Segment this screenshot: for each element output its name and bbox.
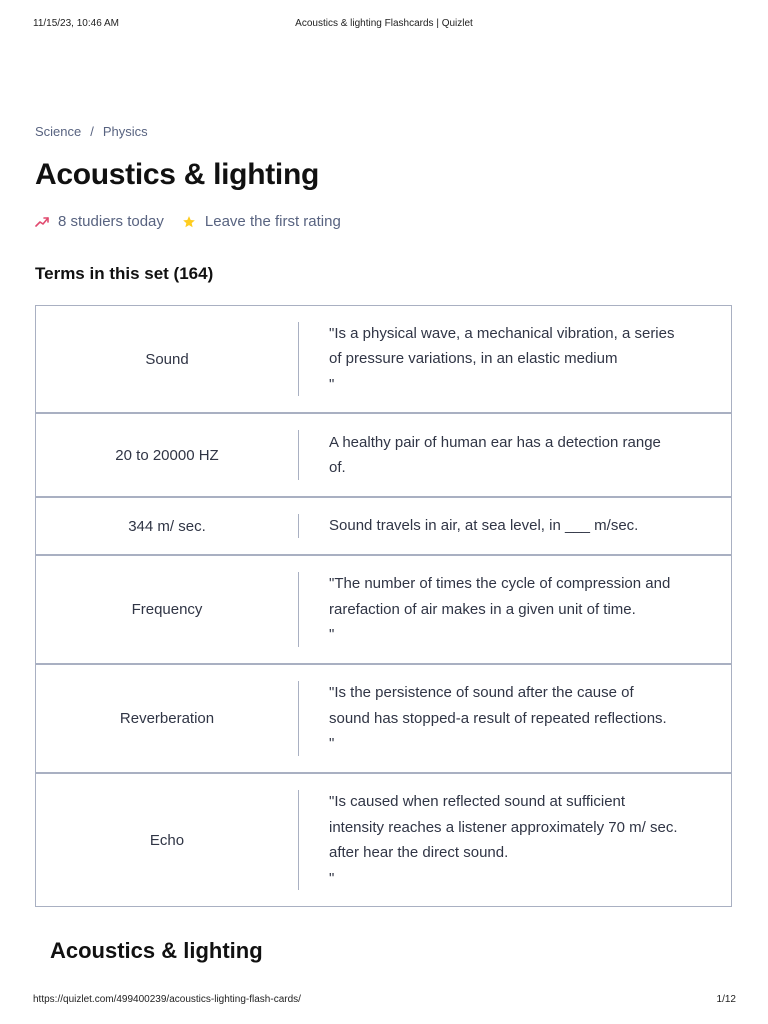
term-row [36,774,731,906]
print-url: https://quizlet.com/499400239/acoustics-lighting-flash-cards/ [33,994,301,1005]
definition-text: "Is caused when reflected sound at sufficient intensity reaches a listener approximately 70 m/ sec. after hear the direct sound. " [329,793,678,887]
print-datetime: 11/15/23, 10:46 AM [33,18,119,29]
rating-text: Leave the first rating [204,213,341,230]
definition-text: A healthy pair of human ear has a detection range of. [329,433,661,476]
trending-up-icon [35,214,51,230]
term-row [36,498,731,556]
breadcrumb-item-physics[interactable]: Physics [102,124,148,139]
term-text: Echo [149,831,185,849]
term-text: Sound [145,350,189,368]
term-row [36,414,731,498]
definition-text: "The number of times the cycle of compression and rarefaction of air makes in a given unit of time. " [329,575,671,644]
breadcrumb-item-science[interactable]: Science [35,124,82,139]
term-row [36,665,731,774]
set-meta [35,213,341,230]
term-row [36,556,731,665]
studiers-count-text: 8 studiers today [58,213,164,230]
terms-heading: Terms in this set (164) [35,264,214,283]
page-title: Acoustics & lighting [35,158,320,191]
print-page-number: 1/12 [716,994,736,1005]
term-text: Frequency [131,601,203,618]
terms-table [35,305,732,907]
print-header [0,18,768,32]
definition-text: Sound travels in air, at sea level, in ___ m/sec. [329,517,639,535]
breadcrumb-separator: / [90,124,94,139]
term-row [36,306,731,414]
studiers-today [35,213,164,230]
breadcrumb [35,124,148,139]
set-footer-title: Acoustics & lighting [50,938,263,963]
rating-link[interactable] [182,213,341,230]
star-icon [182,214,198,230]
definition-text: "Is a physical wave, a mechanical vibration, a series of pressure variations, in an elastic medium " [329,324,675,393]
print-document-title: Acoustics & lighting Flashcards | Quizlet [295,18,473,29]
term-text: Reverberation [119,710,215,727]
term-text: 344 m/ sec. [128,517,206,535]
term-text: 20 to 20000 HZ [115,446,219,464]
definition-text: "Is the persistence of sound after the cause of sound has stopped-a result of repeated reflections. " [329,684,667,753]
